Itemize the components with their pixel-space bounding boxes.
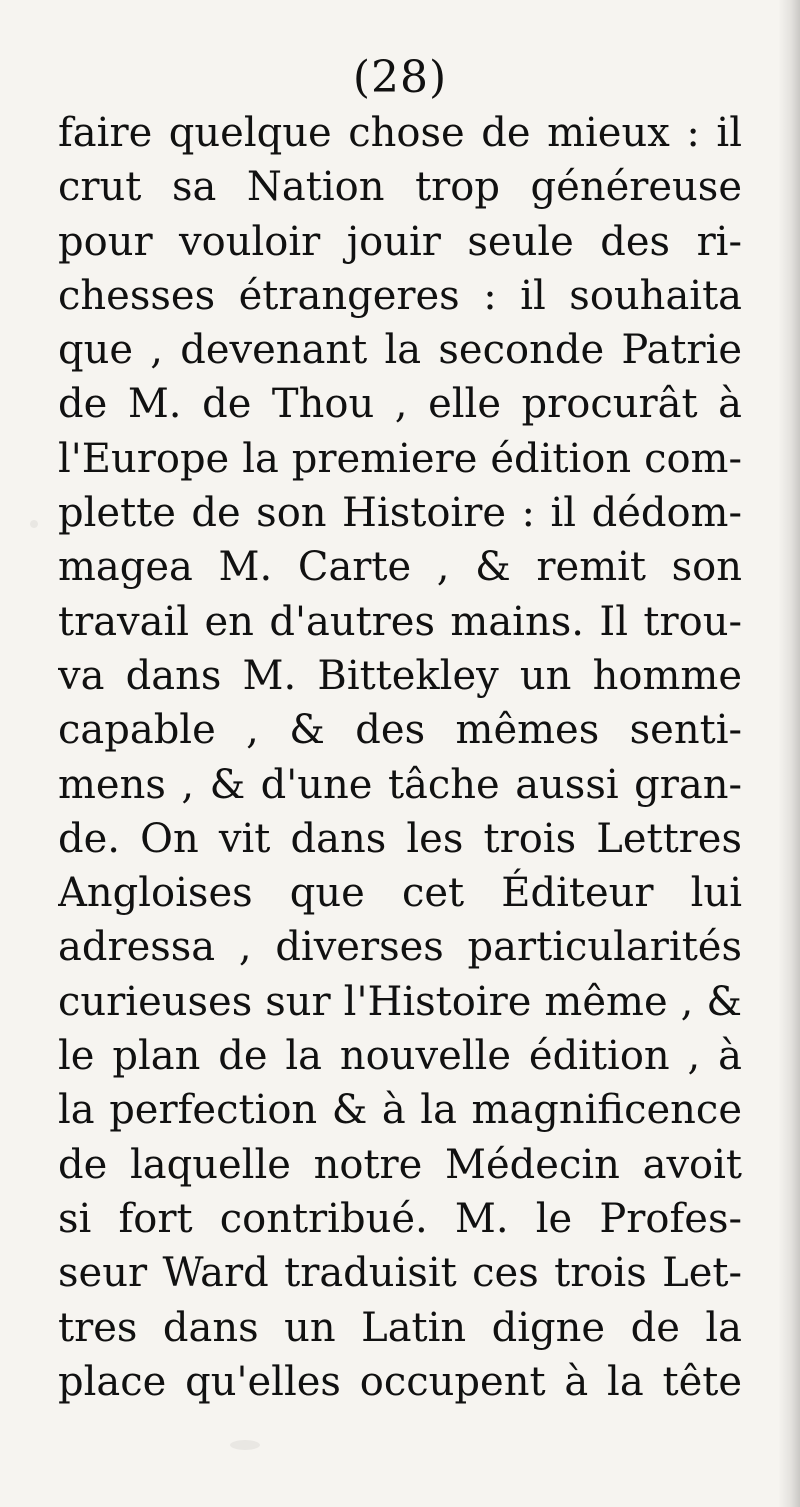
text-line: que , devenant la seconde Patrie [58,327,742,374]
text-line: mens , & d'une tâche aussi gran- [58,761,742,808]
text-line: la perfection & à la magnificence [58,1087,742,1134]
text-line: l'Europe la premiere édition com- [58,435,742,482]
text-line: plette de son Histoire : il dédom- [58,490,742,537]
page-number: (28) [352,52,448,103]
text-line: Angloises que cet Éditeur lui [58,870,742,917]
text-line: pour vouloir jouir seule des ri- [58,218,742,265]
text-line: place qu'elles occupent à la tête [58,1358,742,1405]
text-line: crut sa Nation trop généreuse [58,164,742,211]
text-line: faire quelque chose de mieux : il [58,110,742,156]
body-text [58,106,742,1409]
text-line: magea M. Carte , & remit son [58,544,742,591]
text-line: le plan de la nouvelle édition , à [58,1033,742,1080]
text-line: de laquelle notre Médecin avoit [58,1141,742,1188]
text-line: travail en d'autres mains. Il trou- [58,598,742,645]
text-line: curieuses sur l'Histoire même , & [58,978,742,1025]
paper-smudge [230,1440,260,1450]
page-edge-shadow [778,0,800,1507]
text-line: adressa , diverses particularités [58,924,742,971]
text-line: seur Ward traduisit ces trois Let- [58,1250,742,1297]
paper-smudge [30,520,38,528]
text-line: chesses étrangeres : il souhaita [58,272,742,319]
text-line: tres dans un Latin digne de la [58,1304,742,1351]
text-line: si fort contribué. M. le Profes- [58,1195,742,1242]
text-line: capable , & des mêmes senti- [58,707,742,754]
text-line: de M. de Thou , elle procurât à [58,381,742,428]
text-line: va dans M. Bittekley un homme [58,652,742,699]
text-line: de. On vit dans les trois Lettres [58,815,742,862]
